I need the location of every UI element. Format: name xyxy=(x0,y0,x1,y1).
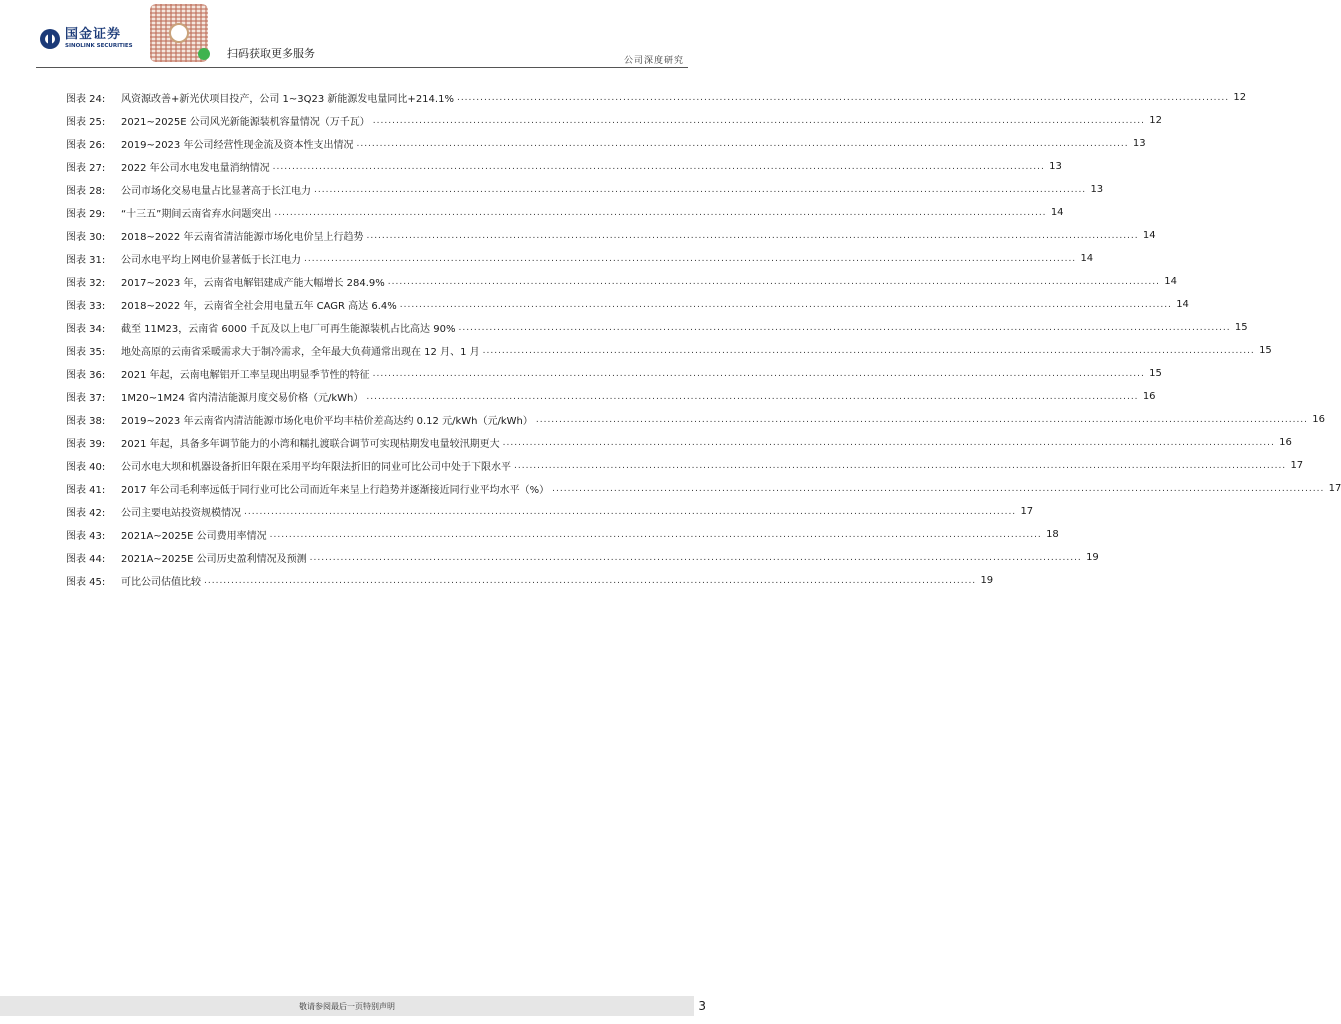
qr-center-logo xyxy=(169,23,189,43)
toc-entry-title: 2019~2023 年公司经营性现金流及资本性支出情况 xyxy=(121,140,354,151)
toc-entry[interactable] xyxy=(66,477,1341,500)
toc-leader-dots: ........................................................................................................................................................................................................ xyxy=(272,161,1045,172)
toc-entry[interactable] xyxy=(66,178,1104,201)
header-divider xyxy=(36,67,688,68)
toc-entry-title: 2021 年起，具备多年调节能力的小湾和糯扎渡联合调节可实现枯期发电量较汛期更大 xyxy=(121,439,500,450)
toc-entry-page: 14 xyxy=(1164,276,1177,287)
toc-entry-title: 2021A~2025E 公司费用率情况 xyxy=(121,531,267,542)
toc-leader-dots: ........................................................................................................................................................................................................ xyxy=(304,253,1077,264)
toc-entry-title: 2017 年公司毛利率远低于同行业可比公司而近年来呈上行趋势并逐渐接近同行业平均水平（%） xyxy=(121,485,550,496)
logo-text-cn: 国金证券 xyxy=(65,27,122,42)
toc-leader-dots: ........................................................................................................................................................................................................ xyxy=(366,391,1139,402)
wechat-badge-icon xyxy=(198,48,210,60)
toc-entry-label: 图表 26: xyxy=(66,140,106,151)
toc-entry-label: 图表 38: xyxy=(66,416,106,427)
toc-entry-title: 公司水电平均上网电价显著低于长江电力 xyxy=(121,255,301,266)
toc-entry-title: 公司水电大坝和机器设备折旧年限在采用平均年限法折旧的同业可比公司中处于下限水平 xyxy=(121,462,511,473)
toc-entry[interactable] xyxy=(66,155,1062,178)
toc-entry-page: 19 xyxy=(980,575,994,586)
toc-entry-page: 15 xyxy=(1149,368,1162,379)
toc-leader-dots: ........................................................................................................................................................................................................ xyxy=(535,414,1309,425)
toc-entry-label: 图表 29: xyxy=(66,209,106,220)
toc-entry[interactable] xyxy=(66,385,1156,408)
toc-leader-dots: ........................................................................................................................................................................................................ xyxy=(482,345,1255,356)
toc-entry[interactable] xyxy=(66,454,1304,477)
page-number: 3 xyxy=(698,999,706,1013)
toc-entry[interactable] xyxy=(66,500,1034,523)
toc-entry-label: 图表 25: xyxy=(66,117,106,128)
toc-entry-page: 15 xyxy=(1234,322,1248,333)
toc-entry-label: 图表 36: xyxy=(66,370,106,381)
toc-entry-label: 图表 33: xyxy=(66,301,106,312)
toc-entry-title: 地处高原的云南省采暖需求大于制冷需求，全年最大负荷通常出现在 12 月、1 月 xyxy=(121,347,480,358)
toc-leader-dots: ........................................................................................................................................................................................................ xyxy=(399,299,1172,310)
toc-entry[interactable] xyxy=(66,86,1247,109)
toc-entry-page: 13 xyxy=(1132,138,1146,149)
toc-entry-page: 14 xyxy=(1080,253,1094,264)
toc-entry[interactable] xyxy=(66,362,1162,385)
toc-entry[interactable] xyxy=(66,546,1099,569)
toc-leader-dots: ........................................................................................................................................................................................................ xyxy=(552,483,1325,494)
toc-entry[interactable] xyxy=(66,109,1162,132)
toc-entry-page: 16 xyxy=(1142,391,1156,402)
toc-leader-dots: ........................................................................................................................................................................................................ xyxy=(274,207,1047,218)
page-footer xyxy=(0,996,724,1024)
toc-entry[interactable] xyxy=(66,431,1292,454)
toc-entry-page: 14 xyxy=(1050,207,1064,218)
toc-entry-title: 可比公司估值比较 xyxy=(121,577,201,588)
toc-leader-dots: ........................................................................................................................................................................................................ xyxy=(372,115,1145,126)
toc-leader-dots: ........................................................................................................................................................................................................ xyxy=(514,460,1287,471)
page-header xyxy=(0,0,724,70)
toc-entry-page: 14 xyxy=(1142,230,1156,241)
toc-leader-dots: ........................................................................................................................................................................................................ xyxy=(269,529,1042,540)
figure-index-list xyxy=(66,86,1341,592)
qr-code-icon[interactable] xyxy=(150,4,208,62)
toc-entry-page: 13 xyxy=(1090,184,1104,195)
toc-leader-dots: ........................................................................................................................................................................................................ xyxy=(502,437,1275,448)
toc-entry-title: 2022 年公司水电发电量消纳情况 xyxy=(121,163,270,174)
toc-entry-label: 图表 45: xyxy=(66,577,106,588)
toc-entry[interactable] xyxy=(66,201,1064,224)
toc-entry-page: 19 xyxy=(1086,552,1099,563)
toc-entry-label: 图表 32: xyxy=(66,278,106,289)
toc-entry-page: 13 xyxy=(1049,161,1062,172)
toc-leader-dots: ........................................................................................................................................................................................................ xyxy=(314,184,1087,195)
toc-leader-dots: ........................................................................................................................................................................................................ xyxy=(244,506,1017,517)
toc-entry-label: 图表 24: xyxy=(66,94,106,105)
toc-entry-page: 12 xyxy=(1233,92,1247,103)
toc-entry-title: 2017~2023 年，云南省电解铝建成产能大幅增长 284.9% xyxy=(121,278,385,289)
scan-prompt: 扫码获取更多服务 xyxy=(227,47,315,60)
toc-entry-title: 公司市场化交易电量占比显著高于长江电力 xyxy=(121,186,311,197)
toc-entry-label: 图表 41: xyxy=(66,485,106,496)
toc-leader-dots: ........................................................................................................................................................................................................ xyxy=(456,92,1230,103)
toc-entry-title: 2021A~2025E 公司历史盈利情况及预测 xyxy=(121,554,307,565)
toc-entry-page: 14 xyxy=(1176,299,1189,310)
toc-entry-title: 风资源改善+新光伏项目投产，公司 1~3Q23 新能源发电量同比+214.1% xyxy=(121,94,454,105)
toc-entry-label: 图表 30: xyxy=(66,232,106,243)
logo-text-en: SINOLINK SECURITIES xyxy=(65,43,133,49)
toc-entry-label: 图表 35: xyxy=(66,347,106,358)
toc-leader-dots: ........................................................................................................................................................................................................ xyxy=(372,368,1145,379)
toc-entry-page: 16 xyxy=(1279,437,1292,448)
toc-entry-title: 1M20~1M24 省内清洁能源月度交易价格（元/kWh） xyxy=(121,393,364,404)
toc-entry[interactable] xyxy=(66,339,1272,362)
report-type-label: 公司深度研究 xyxy=(623,56,684,66)
disclaimer-note: 敬请参阅最后一页特别声明 xyxy=(0,996,694,1016)
toc-entry-label: 图表 43: xyxy=(66,531,106,542)
toc-entry-label: 图表 34: xyxy=(66,324,106,335)
toc-entry[interactable] xyxy=(66,316,1248,339)
toc-leader-dots: ........................................................................................................................................................................................................ xyxy=(458,322,1231,333)
toc-entry-label: 图表 39: xyxy=(66,439,106,450)
toc-entry-page: 16 xyxy=(1312,414,1326,425)
toc-entry-title: 公司主要电站投资规模情况 xyxy=(121,508,241,519)
toc-entry-label: 图表 28: xyxy=(66,186,106,197)
toc-entry-title: 2018~2022 年，云南省全社会用电量五年 CAGR 高达 6.4% xyxy=(121,301,397,312)
toc-entry-title: 截至 11M23，云南省 6000 千瓦及以上电厂可再生能源装机占比高达 90% xyxy=(121,324,456,335)
toc-entry[interactable] xyxy=(66,569,994,592)
toc-entry[interactable] xyxy=(66,247,1094,270)
toc-entry[interactable] xyxy=(66,270,1177,293)
toc-entry[interactable] xyxy=(66,408,1326,431)
toc-entry-label: 图表 40: xyxy=(66,462,106,473)
toc-entry-label: 图表 31: xyxy=(66,255,106,266)
toc-entry-page: 17 xyxy=(1020,506,1034,517)
toc-entry-label: 图表 27: xyxy=(66,163,106,174)
toc-entry-page: 17 xyxy=(1328,483,1341,494)
toc-entry[interactable] xyxy=(66,224,1156,247)
toc-entry-title: “十三五”期间云南省弃水问题突出 xyxy=(121,209,272,220)
company-logo xyxy=(40,28,133,50)
logo-icon xyxy=(40,29,60,49)
toc-entry-page: 17 xyxy=(1290,460,1304,471)
toc-leader-dots: ........................................................................................................................................................................................................ xyxy=(366,230,1139,241)
toc-entry-page: 12 xyxy=(1149,115,1162,126)
toc-entry-label: 图表 44: xyxy=(66,554,106,565)
toc-entry-label: 图表 37: xyxy=(66,393,106,404)
toc-entry[interactable] xyxy=(66,132,1146,155)
toc-entry-title: 2021 年起，云南电解铝开工率呈现出明显季节性的特征 xyxy=(121,370,370,381)
toc-entry-title: 2018~2022 年云南省清洁能源市场化电价呈上行趋势 xyxy=(121,232,364,243)
toc-leader-dots: ........................................................................................................................................................................................................ xyxy=(387,276,1160,287)
toc-entry-title: 2019~2023 年云南省内清洁能源市场化电价平均丰枯价差高达约 0.12 元/kWh（元/kWh） xyxy=(121,416,533,427)
toc-entry-page: 18 xyxy=(1046,529,1059,540)
toc-entry[interactable] xyxy=(66,523,1059,546)
toc-leader-dots: ........................................................................................................................................................................................................ xyxy=(356,138,1129,149)
toc-leader-dots: ........................................................................................................................................................................................................ xyxy=(309,552,1082,563)
toc-leader-dots: ........................................................................................................................................................................................................ xyxy=(204,575,977,586)
toc-entry-label: 图表 42: xyxy=(66,508,106,519)
toc-entry[interactable] xyxy=(66,293,1189,316)
toc-entry-page: 15 xyxy=(1259,345,1272,356)
toc-entry-title: 2021~2025E 公司风光新能源装机容量情况（万千瓦） xyxy=(121,117,370,128)
